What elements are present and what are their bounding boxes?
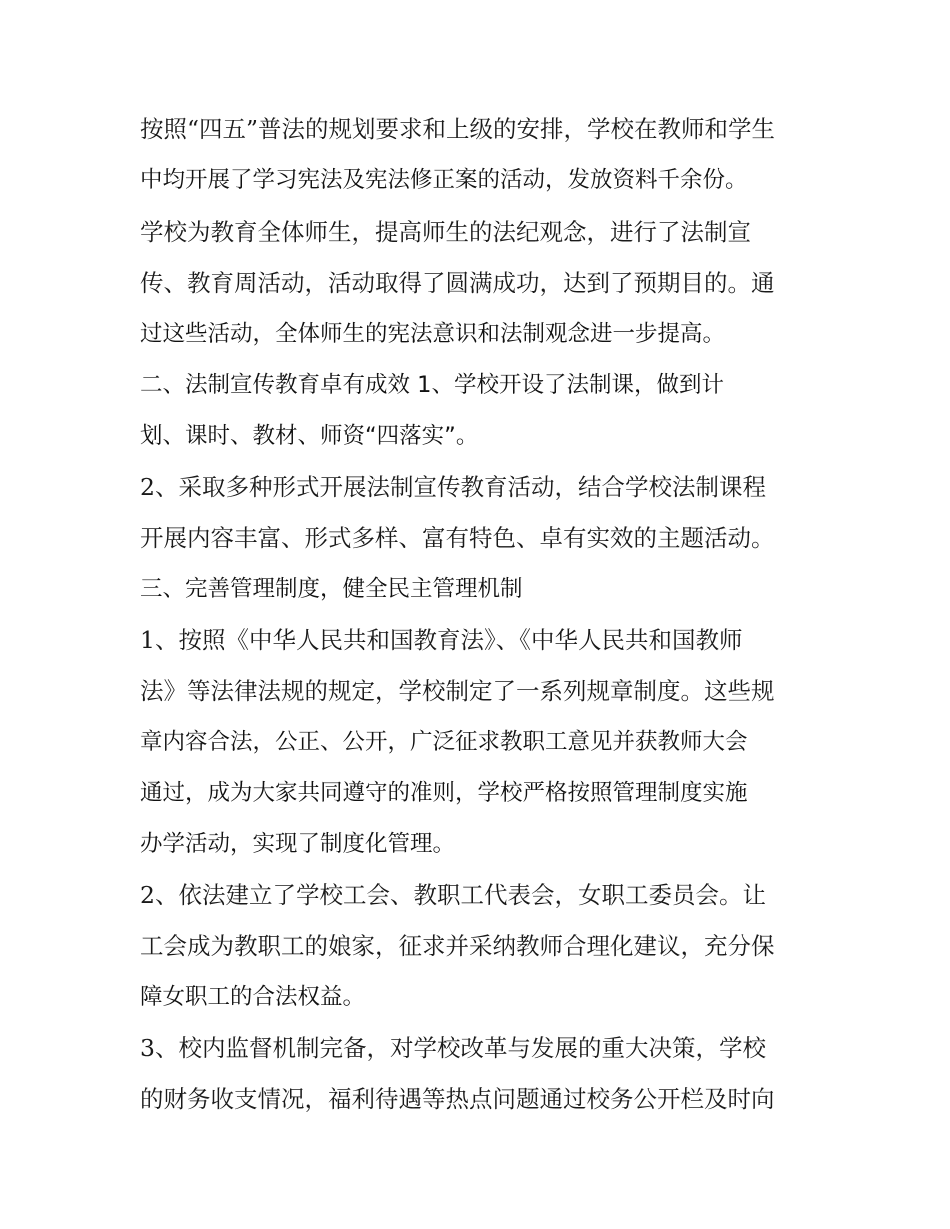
text-line: 办学活动，实现了制度化管理。 [140, 831, 456, 857]
text-line: 划、课时、教材、师资“四落实”。 [140, 423, 479, 449]
text-line: 3、校内监督机制完备，对学校改革与发展的重大决策，学校 [140, 1034, 766, 1062]
text-line: 2、依法建立了学校工会、教职工代表会，女职工委员会。让 [140, 881, 766, 909]
text-line: 2、采取多种形式开展法制宣传教育活动，结合学校法制课程 [140, 473, 766, 501]
section-heading: 三、完善管理制度，健全民主管理机制 [140, 576, 523, 602]
text-line: 学校为教育全体师生，提高师生的法纪观念，进行了法制宣 [140, 218, 751, 246]
text-line: 1、按照《中华人民共和国教育法》、《中华人民共和国教师 [140, 626, 743, 654]
section-heading-line: 二、法制宣传教育卓有成效 1、学校开设了法制课，做到计 [140, 372, 724, 398]
text-line: 通过，成为大家共同遵守的准则，学校严格按照管理制度实施 [140, 780, 748, 806]
text-line: 障女职工的合法权益。 [140, 984, 366, 1010]
text-line: 法》等法律法规的规定，学校制定了一系列规章制度。这些规 [140, 677, 775, 705]
text-line: 工会成为教职工的娘家，征求并采纳教师合理化建议，充分保 [140, 932, 775, 960]
text-line: 过这些活动，全体师生的宪法意识和法制观念进一步提高。 [140, 321, 726, 347]
text-line: 按照“四五”普法的规划要求和上级的安排，学校在教师和学生 [140, 115, 776, 143]
text-line: 传、教育周活动，活动取得了圆满成功，达到了预期目的。通 [140, 269, 775, 297]
text-line: 章内容合法，公正、公开，广泛征求教职工意见并获教师大会 [140, 729, 748, 755]
text-line: 的财务收支情况，福利待遇等热点问题通过校务公开栏及时向 [140, 1085, 775, 1113]
text-line: 开展内容丰富、形式多样、富有特色、卓有实效的主题活动。 [140, 524, 775, 552]
text-line: 中均开展了学习宪法及宪法修正案的活动，发放资料千余份。 [140, 167, 748, 193]
